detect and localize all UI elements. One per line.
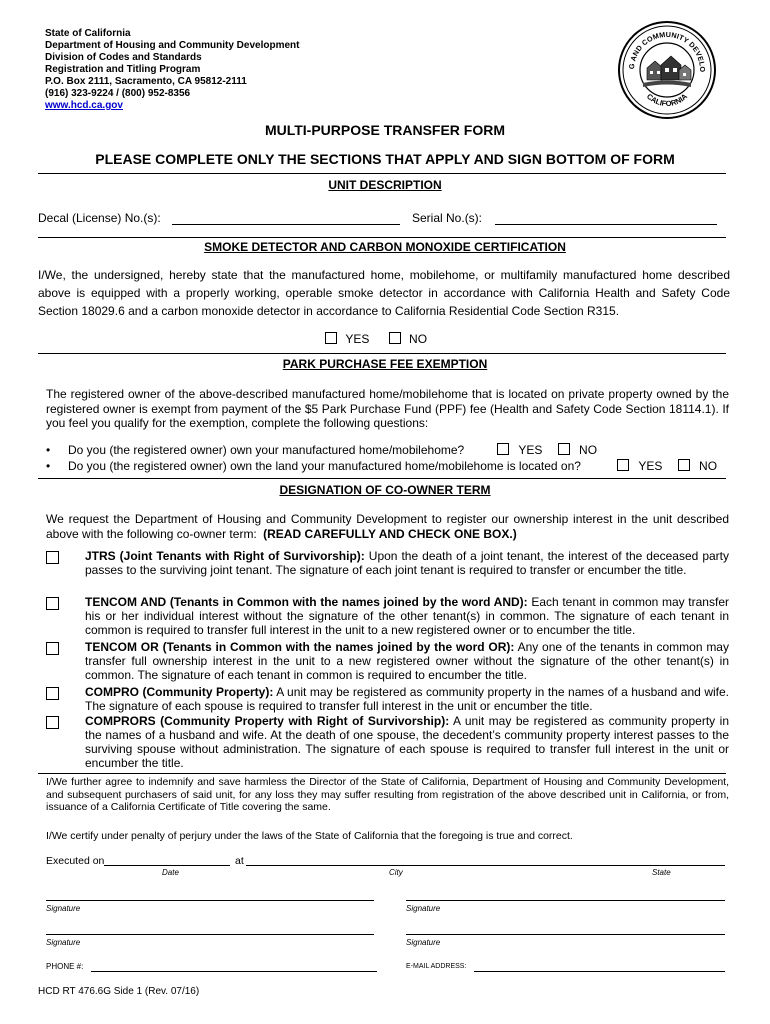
serial-number-field[interactable] <box>495 212 717 225</box>
coowner-heading: DESIGNATION OF CO-OWNER TERM <box>279 483 491 497</box>
park-q2-options <box>617 459 717 473</box>
coowner-intro-text: We request the Department of Housing and Community Development to register our ownership interest in the unit described above with the following co-owner term: <box>46 512 729 541</box>
option-description: Upon the death of a joint tenant, the interest of the deceased party passes to the surviving joint tenant. The signature of each joint tenant is required to transfer or encumber the title. <box>85 549 730 577</box>
date-caption: Date <box>162 868 179 877</box>
smoke-yes-option <box>325 330 427 348</box>
form-id-footer: HCD RT 476.6G Side 1 (Rev. 07/16) <box>38 986 200 997</box>
seal-bottom-text: CALIFORNIA <box>644 91 690 109</box>
unit-description-heading: UNIT DESCRIPTION <box>328 178 442 192</box>
jtrs-checkbox[interactable] <box>46 551 59 564</box>
smoke-detector-statement: I/We, the undersigned, hereby state that the manufactured home, mobilehome, or multifamily manufactured home described above is equipped with a properly working, operable smoke detector in accordance with California Health and Safety Code Section 18029.6 and a carbon monoxide detector in accordance to California Residential Code Section R315. <box>38 268 730 318</box>
signature-line-4[interactable] <box>406 934 725 935</box>
option-title: TENCOM AND (Tenants in Common with the names joined by the word AND): <box>85 595 528 609</box>
agency-phone: (916) 323-9224 / (800) 952-8356 <box>45 88 191 99</box>
option-title: COMPRORS (Community Property with Right of Survivorship): <box>85 714 450 728</box>
at-label: at <box>235 855 244 867</box>
option-title: TENCOM OR (Tenants in Common with the names joined by the word OR): <box>85 640 515 654</box>
form-title: MULTI-PURPOSE TRANSFER FORM <box>264 122 506 138</box>
park-q2-no-checkbox[interactable] <box>678 459 690 471</box>
park-q2-yes-checkbox[interactable] <box>617 459 629 471</box>
phone-label: PHONE #: <box>46 962 84 971</box>
agency-address-block <box>45 28 299 112</box>
coowner-option-tencom-and <box>85 595 729 637</box>
park-q2-yes-label: YES <box>638 459 663 473</box>
divider <box>38 353 726 354</box>
park-q1-options <box>497 443 597 457</box>
bullet: • <box>46 443 51 457</box>
park-purchase-statement: The registered owner of the above-described manufactured home/mobilehome that is located on private property owned by the registered owner is exempt from payment of the $5 Park Purchase Fund (PPF) fee (Health and Safety Code Section 18114.1). If you feel you qualify for the exemption, complete the following questions: <box>46 387 729 430</box>
bullet: • <box>46 459 51 473</box>
city-caption: City <box>389 868 403 877</box>
smoke-yes-label: YES <box>345 332 370 346</box>
park-q1-no-checkbox[interactable] <box>558 443 570 455</box>
agency-program: Registration and Titling Program <box>45 64 201 75</box>
divider <box>38 237 726 238</box>
option-description: A unit may be registered as community property in the names of a husband and wife. At the death of one spouse, the decedent’s community property interest passes to the surviving spouse without administration. The signature of each spouse is required to transfer full interest in the unit or encumber the title. <box>85 714 729 770</box>
option-description: A unit may be registered as community property in the names of a husband and wife. The signature of each spouse is required to transfer full interest in the unit or encumber the title. <box>85 685 729 713</box>
decal-label: Decal (License) No.(s): <box>38 211 161 225</box>
signature-caption-1: Signature <box>46 904 81 913</box>
park-question-home: Do you (the registered owner) own your manufactured home/mobilehome? <box>68 443 465 457</box>
signature-line-2[interactable] <box>406 900 725 901</box>
agency-po-box: P.O. Box 2111, Sacramento, CA 95812-2111 <box>45 76 247 87</box>
hcd-seal-icon <box>617 20 717 120</box>
comprors-checkbox[interactable] <box>46 716 59 729</box>
coowner-intro <box>46 512 729 541</box>
tencom-and-checkbox[interactable] <box>46 597 59 610</box>
signature-caption-4: Signature <box>406 938 441 947</box>
signature-line-1[interactable] <box>46 900 374 901</box>
form-subtitle: PLEASE COMPLETE ONLY THE SECTIONS THAT APPLY AND SIGN BOTTOM OF FORM <box>95 151 675 167</box>
divider <box>38 173 726 174</box>
divider <box>38 478 726 479</box>
park-q1-yes-checkbox[interactable] <box>497 443 509 455</box>
agency-website-link[interactable]: www.hcd.ca.gov <box>45 100 123 111</box>
coowner-option-compro <box>85 685 729 713</box>
coowner-option-tencom-or <box>85 640 729 682</box>
smoke-no-label: NO <box>409 332 428 346</box>
park-purchase-heading: PARK PURCHASE FEE EXEMPTION <box>282 357 488 371</box>
park-question-land: Do you (the registered owner) own the land your manufactured home/mobilehome is located on? <box>68 459 581 473</box>
coowner-instruction: (READ CAREFULLY AND CHECK ONE BOX.) <box>263 526 517 541</box>
smoke-no-checkbox[interactable] <box>389 332 401 344</box>
agency-division: Division of Codes and Standards <box>45 52 202 63</box>
executed-on-label: Executed on <box>46 855 105 867</box>
state-caption: State <box>652 868 671 877</box>
email-field[interactable] <box>474 971 725 972</box>
signature-caption-2: Signature <box>406 904 441 913</box>
smoke-detector-heading: SMOKE DETECTOR AND CARBON MONOXIDE CERTIFICATION <box>204 240 566 254</box>
email-label: E-MAIL ADDRESS: <box>406 963 467 970</box>
signature-line-3[interactable] <box>46 934 374 935</box>
perjury-certification: I/We certify under penalty of perjury under the laws of the State of California that the foregoing is true and correct. <box>46 830 573 842</box>
serial-label: Serial No.(s): <box>412 211 483 225</box>
execution-location-field[interactable] <box>246 853 725 866</box>
smoke-yes-checkbox[interactable] <box>325 332 337 344</box>
compro-checkbox[interactable] <box>46 687 59 700</box>
agency-state: State of California <box>45 28 131 39</box>
park-q1-no-label: NO <box>579 443 598 457</box>
signature-caption-3: Signature <box>46 938 81 947</box>
execution-date-field[interactable] <box>104 853 230 866</box>
option-title: JTRS (Joint Tenants with Right of Survivorship): <box>85 549 365 563</box>
park-q1-yes-label: YES <box>518 443 543 457</box>
phone-field[interactable] <box>91 971 377 972</box>
agency-department: Department of Housing and Community Development <box>45 40 300 51</box>
coowner-option-jtrs <box>85 549 729 577</box>
indemnify-statement: I/We further agree to indemnify and save harmless the Director of the State of California, Department of Housing and Community Development, and subsequent purchasers of said unit, for any loss they may suffer resulting from registration of the above described unit in California, or from, issuance of a California Certificate of Title covering the same. <box>46 776 729 813</box>
seal-top-text: G AND COMMUNITY DEVELO <box>626 29 708 73</box>
coowner-option-comprors <box>85 714 729 770</box>
option-description: Any one of the tenants in common may transfer full ownership interest in the unit to a new registered owner without the signature of the other tenant(s) in common. The signature of each tenant in common is required to encumber the title. <box>85 640 729 682</box>
divider <box>38 773 726 774</box>
option-description: Each tenant in common may transfer his or her individual interest without the signature of the other tenant(s) in common. The signature of each tenant in common is required to transfer full interest in the unit to a new registered owner or to encumber the title. <box>85 595 729 637</box>
decal-number-field[interactable] <box>172 212 400 225</box>
option-title: COMPRO (Community Property): <box>85 685 274 699</box>
tencom-or-checkbox[interactable] <box>46 642 59 655</box>
park-q2-no-label: NO <box>699 459 718 473</box>
